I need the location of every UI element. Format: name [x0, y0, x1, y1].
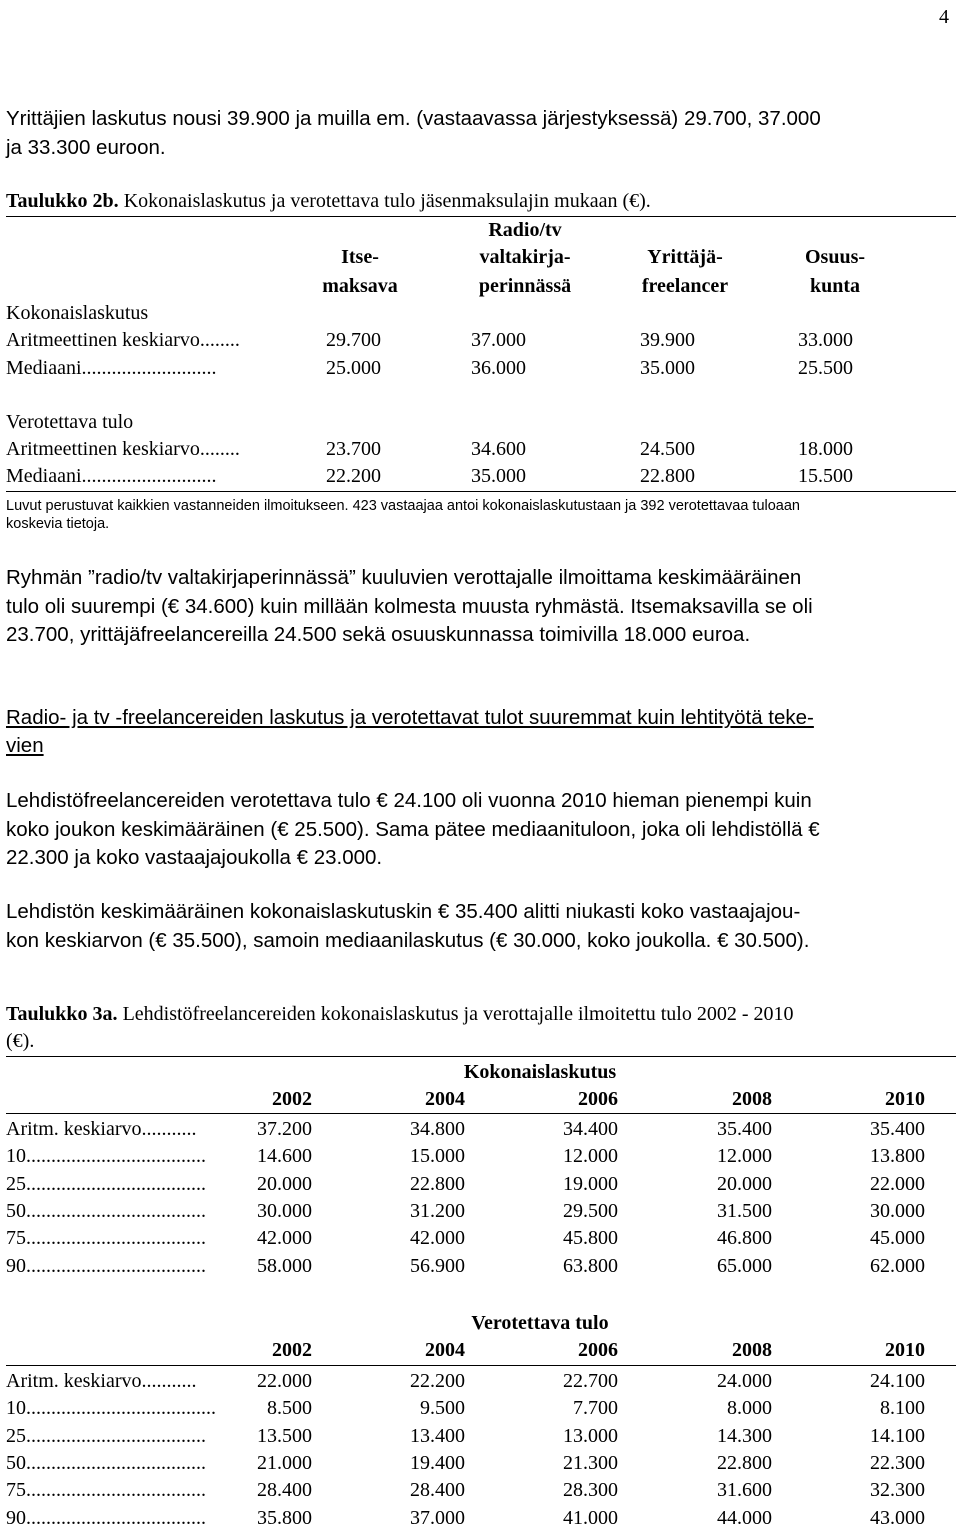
- row-dots: ...........: [141, 1370, 197, 1392]
- para1-line-2: tulo oli suurempi (€ 34.600) kuin millään kolmesta muusta ryhmästä. Itsemaksavilla se oli: [6, 595, 813, 618]
- para2-line-1: Lehdistöfreelancereiden verotettava tulo € 24.100 oli vuonna 2010 hieman pienempi kuin: [6, 789, 812, 812]
- cell-radio-tv: 36.000: [471, 357, 526, 379]
- cell-2010: 14.100: [870, 1424, 925, 1447]
- table-row: [6, 1227, 206, 1250]
- cell-2004: 22.800: [410, 1172, 465, 1195]
- cell-yrittaja: 39.900: [640, 329, 695, 351]
- cell-radio-tv: 34.600: [471, 438, 526, 460]
- cell-2008: 65.000: [717, 1254, 772, 1277]
- cell-2002: 58.000: [257, 1254, 312, 1277]
- cell-2004: 56.900: [410, 1254, 465, 1277]
- row-label: Aritm. keskiarvo: [6, 1118, 142, 1140]
- cell-2006: 13.000: [563, 1424, 618, 1447]
- row-label: 25: [6, 1172, 26, 1195]
- section-heading-text-1: Radio- ja tv -freelancereiden laskutus ja verotettavat tulot suuremmat kuin lehtityötä teke-: [6, 706, 814, 729]
- table-2b-caption-label: Taulukko 2b.: [6, 190, 119, 212]
- cell-2004: 15.000: [410, 1145, 465, 1168]
- year-2006: 2006: [578, 1339, 618, 1361]
- cell-2006: 41.000: [563, 1506, 618, 1529]
- table-row: [6, 1173, 206, 1196]
- para3-line-1: Lehdistön keskimääräinen kokonaislaskutuskin € 35.400 alitti niukasti koko vastaajajou-: [6, 900, 801, 923]
- cell-2002: 37.200: [257, 1118, 312, 1140]
- para1-line-1: Ryhmän ”radio/tv valtakirjaperinnässä” kuuluvien verottajalle ilmoittama keskimääräinen: [6, 566, 802, 589]
- header-itsemaksava-2: maksava: [322, 275, 398, 297]
- cell-2010: 43.000: [870, 1506, 925, 1529]
- header-radio-tv-0: Radio/tv: [488, 219, 562, 241]
- row-label: 75: [6, 1479, 26, 1502]
- row-label: 50: [6, 1199, 26, 1222]
- cell-osuuskunta: 33.000: [798, 329, 853, 351]
- cell-2008: 8.000: [727, 1397, 772, 1420]
- table-row: [6, 465, 217, 488]
- cell-2006: 21.300: [563, 1451, 618, 1474]
- cell-2002: 21.000: [257, 1451, 312, 1474]
- cell-2010: 8.100: [880, 1397, 925, 1420]
- cell-2002: 42.000: [257, 1227, 312, 1250]
- cell-2008: 14.300: [717, 1424, 772, 1447]
- section-heading-text-2: vien: [6, 734, 44, 757]
- table-row: [6, 1479, 206, 1502]
- cell-2006: 28.300: [563, 1479, 618, 1502]
- header-itsemaksava-1: Itse-: [341, 246, 379, 268]
- table-2b-top-rule: [6, 216, 956, 217]
- cell-2006: 19.000: [563, 1172, 618, 1195]
- header-radio-tv-1: valtakirja-: [479, 246, 571, 268]
- row-label: 10: [6, 1397, 26, 1420]
- cell-2006: 22.700: [563, 1370, 618, 1392]
- table-2b-caption: [6, 190, 651, 213]
- cell-osuuskunta: 15.500: [798, 465, 853, 487]
- cell-2002: 22.000: [257, 1370, 312, 1392]
- year-2002: 2002: [272, 1088, 312, 1110]
- row-label: Mediaani: [6, 357, 82, 379]
- cell-2010: 30.000: [870, 1199, 925, 1222]
- table-2b-caption-text: Kokonaislaskutus ja verotettava tulo jäsenmaksulajin mukaan (€).: [118, 190, 651, 212]
- row-label: Mediaani: [6, 465, 82, 487]
- table-row: [6, 1507, 206, 1530]
- year-2004: 2004: [425, 1088, 465, 1110]
- cell-yrittaja: 22.800: [640, 465, 695, 487]
- cell-osuuskunta: 18.000: [798, 438, 853, 460]
- cell-2004: 34.800: [410, 1118, 465, 1140]
- cell-2006: 45.800: [563, 1227, 618, 1250]
- table-3a-header-rule-2: [6, 1365, 956, 1366]
- row-dots: ........: [199, 438, 240, 460]
- cell-itsemaksava: 23.700: [326, 438, 381, 460]
- header-yrittaja-2: freelancer: [641, 275, 729, 297]
- table-2b-bottom-rule: [6, 491, 956, 492]
- cell-2010: 22.300: [870, 1451, 925, 1474]
- cell-radio-tv: 37.000: [471, 329, 526, 351]
- year-2004: 2004: [425, 1339, 465, 1361]
- section-heading-1: [6, 703, 814, 732]
- table-row: [6, 1452, 206, 1475]
- row-dots: ....................................: [26, 1145, 206, 1168]
- cell-radio-tv: 35.000: [471, 465, 526, 487]
- table-row: [6, 357, 217, 380]
- cell-2004: 31.200: [410, 1199, 465, 1222]
- table-3a-header-rule: [6, 1113, 956, 1114]
- table-row: [6, 1200, 206, 1223]
- table-3a-caption-2: (€).: [6, 1030, 35, 1052]
- row-dots: ........: [199, 329, 240, 351]
- cell-2010: 62.000: [870, 1254, 925, 1277]
- cell-2008: 35.400: [717, 1118, 772, 1140]
- header-yrittaja-1: Yrittäjä-: [647, 246, 723, 268]
- year-2010: 2010: [885, 1088, 925, 1110]
- cell-2004: 19.400: [410, 1451, 465, 1474]
- cell-2004: 28.400: [410, 1479, 465, 1502]
- cell-2008: 12.000: [717, 1145, 772, 1168]
- para2-line-2: koko joukon keskimääräinen (€ 25.500). Sama pätee mediaanituloon, joka oli lehdistöllä €: [6, 818, 820, 841]
- cell-itsemaksava: 25.000: [326, 357, 381, 379]
- row-dots: ....................................: [26, 1451, 206, 1474]
- row-dots: ......................................: [26, 1397, 216, 1420]
- header-osuuskunta-1: Osuus-: [804, 246, 866, 268]
- page-number: 4: [939, 6, 949, 28]
- para1-line-3: 23.700, yrittäjäfreelancereilla 24.500 sekä osuuskunnassa toimivilla 18.000 euroa.: [6, 623, 751, 646]
- cell-yrittaja: 24.500: [640, 438, 695, 460]
- cell-2004: 9.500: [420, 1397, 465, 1420]
- table-3a-section1-title: Kokonaislaskutus: [463, 1061, 617, 1083]
- cell-yrittaja: 35.000: [640, 357, 695, 379]
- table-row: [6, 1425, 206, 1448]
- row-dots: ....................................: [26, 1254, 206, 1277]
- row-dots: ...........................: [81, 465, 217, 487]
- para2-line-3: 22.300 ja koko vastaajajoukolla € 23.000.: [6, 846, 383, 869]
- cell-2006: 29.500: [563, 1199, 618, 1222]
- row-dots: ...........................: [81, 357, 217, 379]
- row-dots: ....................................: [26, 1199, 206, 1222]
- header-osuuskunta-2: kunta: [809, 275, 861, 297]
- cell-2006: 7.700: [573, 1397, 618, 1420]
- cell-2002: 28.400: [257, 1479, 312, 1502]
- cell-2002: 20.000: [257, 1172, 312, 1195]
- row-dots: ...........: [141, 1118, 197, 1140]
- row-label: Aritmeettinen keskiarvo: [6, 329, 200, 351]
- cell-2008: 24.000: [717, 1370, 772, 1392]
- cell-2008: 22.800: [717, 1451, 772, 1474]
- table-row: [6, 1397, 216, 1420]
- row-label: Aritmeettinen keskiarvo: [6, 438, 200, 460]
- table-row: [6, 329, 240, 352]
- table-3a-section2-title: Verotettava tulo: [471, 1312, 609, 1334]
- cell-2004: 42.000: [410, 1227, 465, 1250]
- row-label: 50: [6, 1451, 26, 1474]
- row-dots: ....................................: [26, 1424, 206, 1447]
- intro-line-1: Yrittäjien laskutus nousi 39.900 ja muilla em. (vastaavassa järjestyksessä) 29.700, 37.000: [6, 107, 821, 130]
- table-2b-section-kokonaislaskutus: Kokonaislaskutus: [6, 302, 149, 324]
- cell-2008: 31.600: [717, 1479, 772, 1502]
- cell-2002: 13.500: [257, 1424, 312, 1447]
- year-2002: 2002: [272, 1339, 312, 1361]
- row-label: 90: [6, 1506, 26, 1529]
- cell-2002: 35.800: [257, 1506, 312, 1529]
- cell-2010: 32.300: [870, 1479, 925, 1502]
- cell-osuuskunta: 25.500: [798, 357, 853, 379]
- table-3a-top-rule: [6, 1056, 956, 1057]
- table-row: [6, 438, 240, 461]
- table-3a-caption-text: Lehdistöfreelancereiden kokonaislaskutus ja verottajalle ilmoitettu tulo 2002 - 2010: [117, 1003, 794, 1025]
- row-dots: ....................................: [26, 1506, 206, 1529]
- year-2008: 2008: [732, 1088, 772, 1110]
- table-row: [6, 1118, 197, 1141]
- row-dots: ....................................: [26, 1172, 206, 1195]
- cell-2004: 22.200: [410, 1370, 465, 1392]
- table-3a-caption: [6, 1003, 794, 1026]
- cell-2002: 14.600: [257, 1145, 312, 1168]
- row-label: 90: [6, 1254, 26, 1277]
- row-dots: ....................................: [26, 1479, 206, 1502]
- cell-2002: 30.000: [257, 1199, 312, 1222]
- table-row: [6, 1145, 206, 1168]
- table-3a-caption-label: Taulukko 3a.: [6, 1003, 118, 1025]
- cell-2010: 24.100: [870, 1370, 925, 1392]
- cell-2004: 37.000: [410, 1506, 465, 1529]
- cell-2002: 8.500: [267, 1397, 312, 1420]
- row-label: 25: [6, 1424, 26, 1447]
- row-label: 10: [6, 1145, 26, 1168]
- cell-2008: 46.800: [717, 1227, 772, 1250]
- table-2b-note-2: koskevia tietoja.: [6, 516, 110, 532]
- cell-2010: 45.000: [870, 1227, 925, 1250]
- table-row: [6, 1255, 206, 1278]
- row-dots: ....................................: [26, 1227, 206, 1250]
- cell-2004: 13.400: [410, 1424, 465, 1447]
- cell-2008: 20.000: [717, 1172, 772, 1195]
- para3-line-2: kon keskiarvon (€ 35.500), samoin mediaanilaskutus (€ 30.000, koko joukolla. € 30.500).: [6, 929, 810, 952]
- section-heading-2: [6, 731, 44, 760]
- year-2008: 2008: [732, 1339, 772, 1361]
- cell-itsemaksava: 22.200: [326, 465, 381, 487]
- cell-2006: 63.800: [563, 1254, 618, 1277]
- cell-2006: 12.000: [563, 1145, 618, 1168]
- cell-2008: 31.500: [717, 1199, 772, 1222]
- header-radio-tv-2: perinnässä: [478, 275, 572, 297]
- cell-2008: 44.000: [717, 1506, 772, 1529]
- table-2b-section-verotettava: Verotettava tulo: [6, 411, 134, 433]
- cell-2010: 13.800: [870, 1145, 925, 1168]
- cell-itsemaksava: 29.700: [326, 329, 381, 351]
- year-2006: 2006: [578, 1088, 618, 1110]
- table-2b-note-1: Luvut perustuvat kaikkien vastanneiden ilmoitukseen. 423 vastaajaa antoi kokonaislaskutustaan ja 392 verotettavaa tuloaan: [6, 498, 800, 514]
- intro-line-2: ja 33.300 euroon.: [6, 136, 166, 159]
- row-label: Aritm. keskiarvo: [6, 1370, 142, 1392]
- cell-2010: 35.400: [870, 1118, 925, 1140]
- row-label: 75: [6, 1227, 26, 1250]
- cell-2006: 34.400: [563, 1118, 618, 1140]
- year-2010: 2010: [885, 1339, 925, 1361]
- cell-2010: 22.000: [870, 1172, 925, 1195]
- table-row: [6, 1370, 197, 1393]
